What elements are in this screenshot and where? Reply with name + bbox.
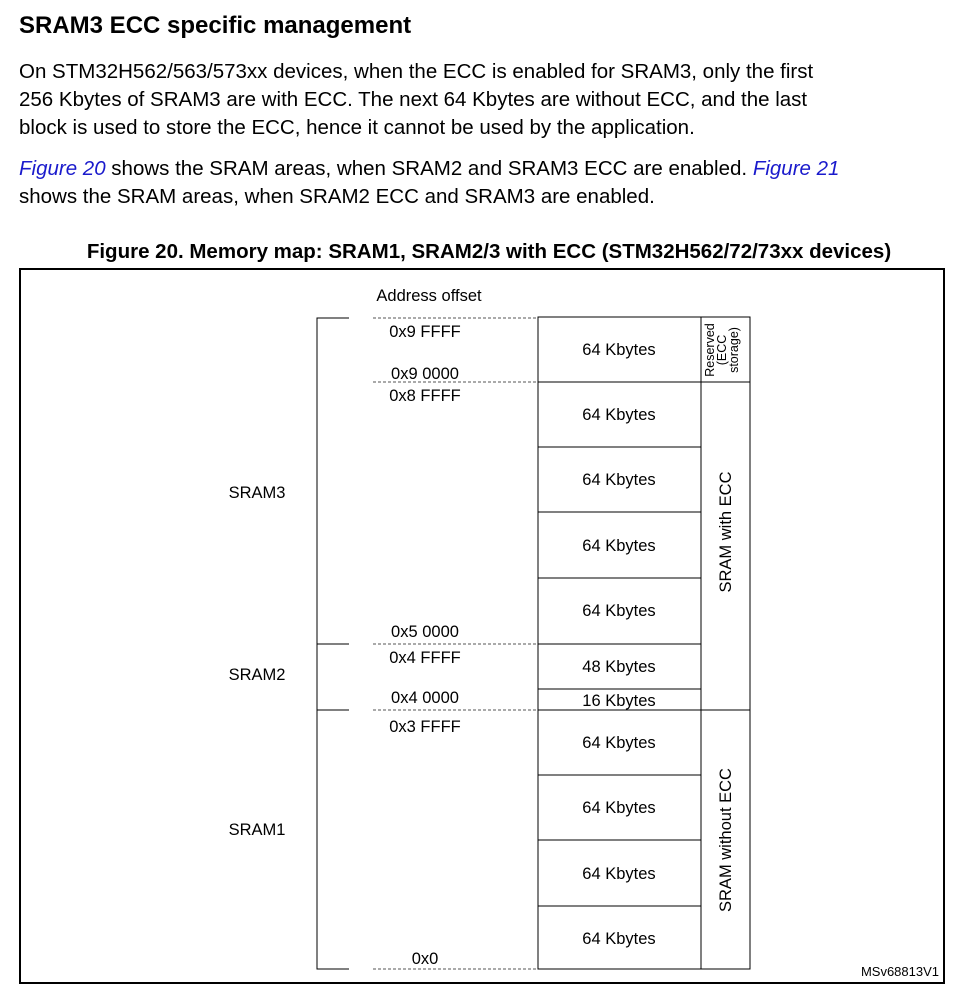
paragraph2-line-2: shows the SRAM areas, when SRAM2 ECC and SRAM3 are enabled. xyxy=(19,185,655,208)
address-labels xyxy=(389,323,461,968)
paragraph1-line-1: On STM32H562/563/573xx devices, when the ECC is enabled for SRAM3, only the first xyxy=(19,60,814,83)
address-0x4ffff: 0x4 FFFF xyxy=(389,649,461,667)
reserved-label-line3: storage) xyxy=(727,327,741,373)
figure-20-link[interactable]: Figure 20 xyxy=(19,157,106,180)
block-label-2: 64 Kbytes xyxy=(582,406,656,424)
block-label-1: 64 Kbytes xyxy=(582,341,656,359)
figure-frame xyxy=(19,268,945,984)
paragraph-figure-references xyxy=(19,155,839,211)
block-label-4: 64 Kbytes xyxy=(582,537,656,555)
block-label-6: 48 Kbytes xyxy=(582,658,656,676)
address-offset-label: Address offset xyxy=(376,287,482,305)
block-label-10: 64 Kbytes xyxy=(582,865,656,883)
sram3-label: SRAM3 xyxy=(228,484,286,502)
address-0x9ffff: 0x9 FFFF xyxy=(389,323,461,341)
paragraph2-line-1 xyxy=(19,155,839,183)
reserved-ecc-storage-label xyxy=(703,323,741,377)
reserved-label-line1: Reserved xyxy=(703,323,717,377)
block-label-8: 64 Kbytes xyxy=(582,734,656,752)
figure-21-link[interactable]: Figure 21 xyxy=(752,157,840,180)
address-boundaries xyxy=(373,318,537,969)
region-brackets xyxy=(317,318,349,969)
sram-without-ecc-label: SRAM without ECC xyxy=(717,768,735,912)
address-0x40000: 0x4 0000 xyxy=(391,689,459,707)
sram-with-ecc-label: SRAM with ECC xyxy=(717,471,735,593)
block-label-11: 64 Kbytes xyxy=(582,930,656,948)
address-0x0: 0x0 xyxy=(411,950,439,968)
paragraph2-text-1: shows the SRAM areas, when SRAM2 and SRAM3 ECC are enabled. xyxy=(105,157,753,180)
block-label-5: 64 Kbytes xyxy=(582,602,656,620)
paragraph-ecc-description xyxy=(19,58,813,142)
address-0x3ffff: 0x3 FFFF xyxy=(389,718,461,736)
paragraph1-line-3: block is used to store the ECC, hence it cannot be used by the application. xyxy=(19,116,695,139)
block-label-7: 16 Kbytes xyxy=(582,692,656,710)
address-0x8ffff: 0x8 FFFF xyxy=(389,387,461,405)
figure-reference-code: MSv68813V1 xyxy=(860,964,939,979)
memory-map-diagram xyxy=(21,270,943,982)
sram2-label: SRAM2 xyxy=(228,666,286,684)
block-label-9: 64 Kbytes xyxy=(582,799,656,817)
block-label-3: 64 Kbytes xyxy=(582,471,656,489)
address-0x90000: 0x9 0000 xyxy=(391,365,459,383)
address-0x50000: 0x5 0000 xyxy=(391,623,459,641)
section-title: SRAM3 ECC specific management xyxy=(19,12,412,39)
reserved-label-line2: (ECC xyxy=(715,334,729,366)
figure-caption: Figure 20. Memory map: SRAM1, SRAM2/3 with ECC (STM32H562/72/73xx devices) xyxy=(86,240,892,263)
paragraph1-line-2: 256 Kbytes of SRAM3 are with ECC. The next 64 Kbytes are without ECC, and the last xyxy=(19,88,808,111)
sram1-label: SRAM1 xyxy=(228,821,286,839)
